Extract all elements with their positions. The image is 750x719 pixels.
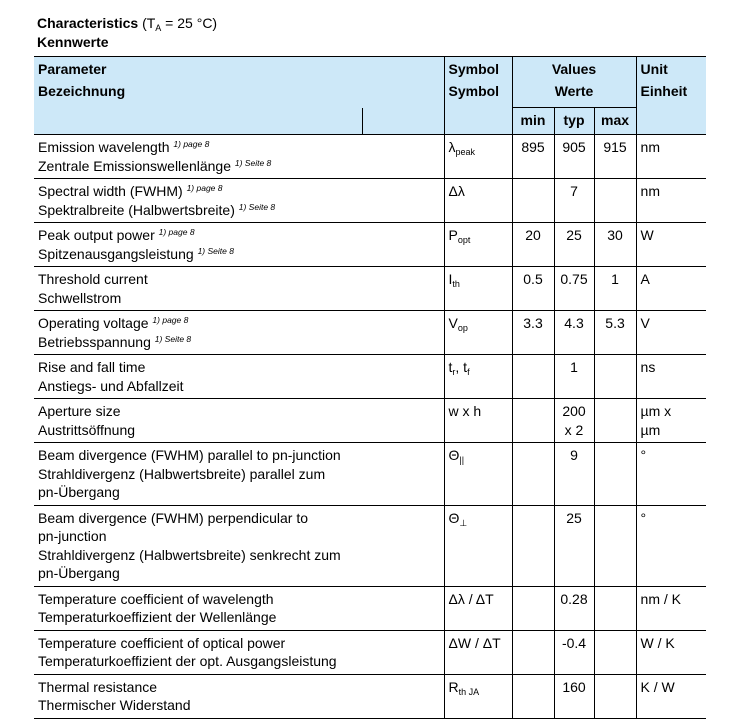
symbol-text: P bbox=[448, 227, 458, 243]
parameter-de-text: Temperaturkoeffizient der Wellenlänge bbox=[38, 609, 277, 625]
parameter-cell bbox=[34, 630, 444, 674]
symbol-text: λ bbox=[448, 139, 456, 155]
parameter-de bbox=[38, 608, 440, 627]
header-bezeichnung: Bezeichnung bbox=[34, 82, 444, 108]
table-row bbox=[34, 505, 706, 586]
symbol-subscript: || bbox=[459, 455, 465, 465]
unit-cell bbox=[636, 311, 706, 355]
value-min bbox=[512, 443, 554, 506]
parameter-de-text: Thermischer Widerstand bbox=[38, 697, 191, 713]
unit-text: A bbox=[640, 271, 650, 287]
symbol-cell bbox=[444, 311, 512, 355]
value-typ bbox=[554, 267, 594, 311]
header-symbol-de: Symbol bbox=[444, 82, 512, 108]
parameter-de-text: Strahldivergenz (Halbwertsbreite) parallel zum bbox=[38, 465, 326, 482]
table-row bbox=[34, 223, 706, 267]
parameter-en bbox=[38, 634, 440, 653]
unit-text: µm x bbox=[640, 403, 672, 419]
value-typ-text: 160 bbox=[562, 678, 586, 695]
footnote-ref: 1) page 8 bbox=[152, 315, 189, 325]
value-min bbox=[512, 505, 554, 586]
value-min bbox=[512, 223, 554, 267]
parameter-en bbox=[38, 402, 440, 421]
parameter-en bbox=[38, 226, 440, 245]
footnote-ref: 1) Seite 8 bbox=[238, 201, 276, 212]
footnote-ref: 1) Seite 8 bbox=[197, 245, 234, 256]
parameter-de-text: Temperaturkoeffizient der opt. Ausgangsleistung bbox=[38, 653, 337, 669]
table-row bbox=[34, 630, 706, 674]
value-min bbox=[512, 630, 554, 674]
header-min: min bbox=[512, 108, 554, 135]
unit-text: nm bbox=[640, 139, 660, 155]
parameter-de bbox=[38, 289, 440, 308]
table-row bbox=[34, 586, 706, 630]
parameter-de bbox=[38, 333, 440, 352]
parameter-en-text: Threshold current bbox=[38, 271, 148, 287]
value-typ bbox=[554, 179, 594, 223]
value-typ-text: 0.75 bbox=[560, 271, 588, 287]
parameter-cell bbox=[34, 311, 444, 355]
parameter-en bbox=[38, 138, 440, 157]
value-max-text: 1 bbox=[611, 271, 619, 287]
header-werte: Werte bbox=[512, 82, 636, 108]
value-min bbox=[512, 399, 554, 443]
value-typ bbox=[554, 586, 594, 630]
header-row-minmax bbox=[34, 108, 706, 135]
header-unit: Unit bbox=[636, 57, 706, 83]
parameter-cell bbox=[34, 443, 444, 506]
parameter-en-text: Beam divergence (FWHM) perpendicular to bbox=[38, 509, 308, 526]
symbol-cell bbox=[444, 135, 512, 179]
value-max bbox=[594, 443, 636, 506]
symbol-cell bbox=[444, 267, 512, 311]
value-min-text: 0.5 bbox=[523, 271, 543, 287]
parameter-en bbox=[38, 314, 440, 333]
unit-cell bbox=[636, 505, 706, 586]
parameter-en bbox=[38, 678, 440, 697]
unit-cell bbox=[636, 443, 706, 506]
parameter-en bbox=[38, 358, 440, 377]
parameter-en-text: Peak output power bbox=[38, 227, 155, 243]
value-min bbox=[512, 267, 554, 311]
value-max bbox=[594, 179, 636, 223]
value-max bbox=[594, 311, 636, 355]
value-min-text: 895 bbox=[521, 139, 545, 155]
parameter-cell bbox=[34, 586, 444, 630]
parameter-en-text: Rise and fall time bbox=[38, 359, 146, 375]
value-typ bbox=[554, 223, 594, 267]
parameter-en-text: Temperature coefficient of optical power bbox=[38, 634, 286, 651]
unit-cell bbox=[636, 135, 706, 179]
parameter-de-text: Betriebsspannung bbox=[38, 333, 151, 350]
footnote-ref: 1) Seite 8 bbox=[234, 157, 272, 168]
value-min bbox=[512, 179, 554, 223]
symbol-text: Θ bbox=[448, 447, 460, 463]
symbol-subscript: opt bbox=[457, 235, 471, 245]
parameter-de bbox=[38, 377, 440, 396]
value-typ bbox=[554, 505, 594, 586]
header-symbol: Symbol bbox=[444, 57, 512, 83]
table-row bbox=[34, 443, 706, 506]
temperature-condition: ($T_A = 25$ °C) bbox=[142, 15, 218, 33]
parameter-de bbox=[38, 421, 440, 440]
value-min bbox=[512, 586, 554, 630]
symbol-subscript: th bbox=[452, 279, 460, 289]
symbol-text: w x h bbox=[448, 403, 482, 419]
symbol-subscript: peak bbox=[455, 147, 476, 157]
parameter-de-text: Zentrale Emissionswellenlänge bbox=[38, 157, 231, 174]
parameter-de-text: Strahldivergenz (Halbwertsbreite) senkrecht zum bbox=[38, 546, 341, 563]
parameter-en-cont: pn-junction bbox=[38, 528, 107, 544]
parameter-de-text: Spitzenausgangsleistung bbox=[38, 245, 194, 262]
header-row-en bbox=[34, 57, 706, 83]
header-max: max bbox=[594, 108, 636, 135]
value-min bbox=[512, 135, 554, 179]
symbol-cell bbox=[444, 179, 512, 223]
value-typ-text: 25 bbox=[566, 227, 582, 243]
parameter-de bbox=[38, 546, 440, 565]
symbol-cell bbox=[444, 443, 512, 506]
symbol-text: Δλ bbox=[448, 183, 465, 199]
value-min bbox=[512, 311, 554, 355]
characteristics-table bbox=[34, 56, 706, 719]
parameter-de-cont: pn-Übergang bbox=[38, 565, 120, 581]
parameter-cell bbox=[34, 399, 444, 443]
header-typ: typ bbox=[554, 108, 594, 135]
unit-text: ° bbox=[640, 447, 647, 463]
value-max bbox=[594, 355, 636, 399]
unit-cell bbox=[636, 267, 706, 311]
header-einheit: Einheit bbox=[636, 82, 706, 108]
symbol-subscript: r bbox=[452, 367, 456, 377]
value-typ bbox=[554, 135, 594, 179]
value-max bbox=[594, 267, 636, 311]
value-min-text: 3.3 bbox=[523, 315, 543, 331]
symbol-cell bbox=[444, 630, 512, 674]
value-max bbox=[594, 399, 636, 443]
symbol-text: V bbox=[448, 315, 458, 331]
parameter-cell bbox=[34, 179, 444, 223]
table-row bbox=[34, 674, 706, 718]
symbol-text: Δλ / ΔT bbox=[448, 590, 494, 607]
parameter-en bbox=[38, 270, 440, 289]
symbol-cell bbox=[444, 586, 512, 630]
table-row bbox=[34, 311, 706, 355]
table-row bbox=[34, 267, 706, 311]
value-typ-text: 25 bbox=[566, 509, 582, 526]
unit-text-cont: µm bbox=[640, 421, 661, 438]
footnote-ref: 1) page 8 bbox=[173, 139, 210, 149]
table-row bbox=[34, 355, 706, 399]
value-typ-text: 905 bbox=[562, 139, 586, 155]
parameter-de bbox=[38, 157, 440, 176]
value-typ bbox=[554, 355, 594, 399]
value-typ bbox=[554, 630, 594, 674]
header-parameter: Parameter bbox=[34, 57, 444, 83]
symbol-subscript: op bbox=[457, 323, 468, 333]
unit-cell bbox=[636, 355, 706, 399]
table-row bbox=[34, 399, 706, 443]
value-typ-text: 0.28 bbox=[560, 590, 588, 607]
unit-text: K / W bbox=[640, 678, 675, 695]
unit-text: ns bbox=[640, 359, 656, 375]
unit-text: W bbox=[640, 227, 654, 243]
symbol-cell bbox=[444, 505, 512, 586]
table-row bbox=[34, 135, 706, 179]
parameter-de-text: Schwellstrom bbox=[38, 289, 122, 306]
value-max bbox=[594, 630, 636, 674]
parameter-de bbox=[38, 652, 440, 671]
parameter-cell bbox=[34, 267, 444, 311]
value-typ-cont: x 2 bbox=[564, 421, 584, 438]
symbol-cell bbox=[444, 399, 512, 443]
symbol-cell bbox=[444, 355, 512, 399]
parameter-en-text: Spectral width (FWHM) bbox=[38, 183, 183, 199]
parameter-de-text: Anstiegs- und Abfallzeit bbox=[38, 377, 184, 394]
unit-text: W / K bbox=[640, 634, 675, 651]
section-title: Characteristics ($T_A = 25$ °C) bbox=[37, 15, 218, 33]
symbol-text: Θ bbox=[448, 509, 460, 526]
parameter-de-text: Austrittsöffnung bbox=[38, 421, 136, 438]
value-typ-text: 200 bbox=[562, 403, 586, 419]
parameter-en-text: Operating voltage bbox=[38, 315, 149, 331]
parameter-cell bbox=[34, 223, 444, 267]
value-max bbox=[594, 505, 636, 586]
parameter-en-text: Thermal resistance bbox=[38, 678, 158, 695]
symbol-cell bbox=[444, 674, 512, 718]
parameter-de bbox=[38, 245, 440, 264]
parameter-de bbox=[38, 201, 440, 220]
parameter-en bbox=[38, 509, 440, 528]
value-max bbox=[594, 135, 636, 179]
value-typ-text: 1 bbox=[570, 359, 578, 375]
parameter-en-text: Beam divergence (FWHM) parallel to pn-junction bbox=[38, 447, 341, 463]
symbol-text: t bbox=[448, 359, 453, 375]
value-max-text: 30 bbox=[607, 227, 623, 243]
parameter-cell bbox=[34, 355, 444, 399]
value-typ bbox=[554, 311, 594, 355]
table-row bbox=[34, 179, 706, 223]
symbol-subscript: ⊥ bbox=[459, 517, 468, 528]
symbol-text-2: , t bbox=[455, 359, 468, 375]
parameter-en bbox=[38, 446, 440, 465]
footnote-ref: 1) page 8 bbox=[158, 227, 195, 237]
unit-cell bbox=[636, 674, 706, 718]
symbol-text: I bbox=[448, 271, 453, 287]
value-max bbox=[594, 586, 636, 630]
value-typ bbox=[554, 443, 594, 506]
parameter-en-text: Temperature coefficient of wavelength bbox=[38, 590, 274, 607]
parameter-en bbox=[38, 590, 440, 609]
value-typ-text: 7 bbox=[570, 183, 578, 199]
parameter-cell bbox=[34, 505, 444, 586]
parameter-cell bbox=[34, 674, 444, 718]
value-typ bbox=[554, 674, 594, 718]
unit-cell bbox=[636, 179, 706, 223]
parameter-cell bbox=[34, 135, 444, 179]
symbol-subscript: th JA bbox=[458, 686, 480, 697]
parameter-de bbox=[38, 465, 440, 484]
parameter-de bbox=[38, 696, 440, 715]
footnote-ref: 1) Seite 8 bbox=[154, 333, 192, 344]
parameter-en bbox=[38, 182, 440, 201]
value-max-text: 5.3 bbox=[605, 315, 625, 331]
value-typ-text: 4.3 bbox=[564, 315, 584, 331]
parameter-en-text: Emission wavelength bbox=[38, 139, 170, 155]
symbol-cell bbox=[444, 223, 512, 267]
symbol-subscript-2: f bbox=[467, 367, 470, 377]
unit-text: nm bbox=[640, 183, 660, 199]
symbol-text: R bbox=[448, 678, 459, 695]
unit-cell bbox=[636, 399, 706, 443]
unit-text: V bbox=[640, 315, 650, 331]
footnote-ref: 1) page 8 bbox=[186, 183, 223, 193]
value-min bbox=[512, 674, 554, 718]
value-min bbox=[512, 355, 554, 399]
section-heading bbox=[37, 14, 217, 52]
parameter-en-text: Aperture size bbox=[38, 403, 121, 419]
header-row-de bbox=[34, 82, 706, 108]
value-typ-text: 9 bbox=[570, 447, 578, 463]
unit-cell bbox=[636, 586, 706, 630]
unit-text: ° bbox=[640, 509, 647, 526]
unit-cell bbox=[636, 630, 706, 674]
parameter-de-text: Spektralbreite (Halbwertsbreite) bbox=[38, 201, 235, 218]
section-subtitle: Kennwerte bbox=[37, 34, 109, 50]
value-max-text: 915 bbox=[603, 139, 627, 155]
value-min-text: 20 bbox=[525, 227, 541, 243]
parameter-de-cont: pn-Übergang bbox=[38, 484, 120, 500]
value-typ bbox=[554, 399, 594, 443]
value-typ-text: -0.4 bbox=[561, 634, 587, 651]
value-max bbox=[594, 674, 636, 718]
unit-cell bbox=[636, 223, 706, 267]
header-values: Values bbox=[512, 57, 636, 83]
symbol-text: ΔW / ΔT bbox=[448, 634, 501, 651]
unit-text: nm / K bbox=[640, 590, 681, 607]
value-max bbox=[594, 223, 636, 267]
